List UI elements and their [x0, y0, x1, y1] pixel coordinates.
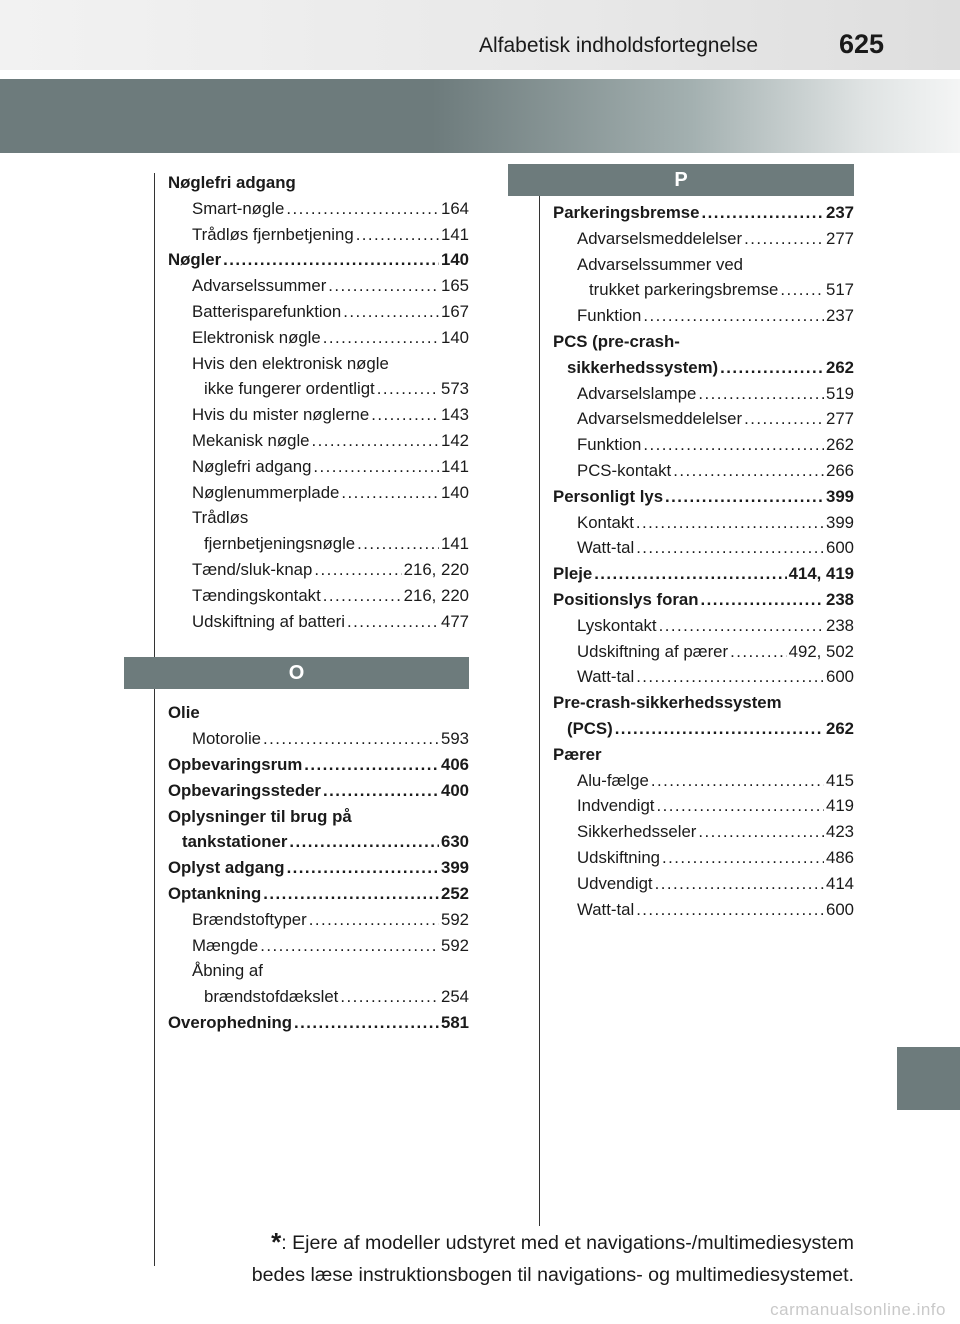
index-entry	[553, 458, 854, 484]
index-entry	[553, 845, 854, 871]
entry-label: Olie	[168, 703, 200, 723]
dot-leader	[289, 829, 439, 855]
entry-label: Funktion	[577, 306, 642, 326]
dot-leader	[323, 583, 402, 609]
entry-page-number: 593	[441, 729, 469, 749]
entry-page-number: 262	[826, 435, 854, 455]
index-entry	[553, 690, 854, 716]
dot-leader	[662, 845, 824, 871]
dot-leader	[659, 613, 824, 639]
entry-page-number: 573	[441, 379, 469, 399]
entry-page-number: 167	[441, 301, 469, 321]
entry-label: Smart-nøgle	[192, 198, 285, 218]
entry-label: Optankning	[168, 883, 262, 903]
entry-page-number: 486	[826, 847, 854, 867]
entry-label: Sikkerhedsseler	[577, 822, 697, 842]
section-letter-p: P	[508, 164, 854, 196]
entry-page-number: 262	[826, 357, 854, 377]
index-entry	[553, 793, 854, 819]
index-entry	[553, 768, 854, 794]
dot-leader	[287, 855, 439, 881]
entry-page-number: 237	[826, 306, 854, 326]
index-entry	[168, 855, 469, 881]
entry-page-number: 600	[826, 667, 854, 687]
dot-leader	[643, 432, 824, 458]
index-entry	[168, 804, 469, 830]
dot-leader	[347, 609, 439, 635]
index-entry	[168, 454, 469, 480]
dot-leader	[730, 639, 787, 665]
entry-page-number: 399	[826, 512, 854, 532]
index-entry	[553, 329, 854, 355]
index-entry	[168, 881, 469, 907]
dot-leader	[698, 381, 824, 407]
entry-label: Nøglenummerplade	[192, 482, 340, 502]
dot-leader	[655, 871, 824, 897]
entry-page-number: 399	[826, 486, 854, 506]
entry-page-number: 266	[826, 460, 854, 480]
entry-label: (PCS)	[567, 718, 613, 738]
entry-label: Tænd/sluk-knap	[192, 559, 313, 579]
dot-leader	[720, 355, 824, 381]
dot-leader	[636, 664, 824, 690]
entry-page-number: 423	[826, 822, 854, 842]
index-entry	[168, 907, 469, 933]
dot-leader	[263, 726, 439, 752]
index-entry	[168, 700, 469, 726]
entry-label: Advarselssummer ved	[577, 254, 744, 274]
entry-page-number: 406	[441, 754, 469, 774]
entry-page-number: 277	[826, 228, 854, 248]
entry-label: Advarselsmeddelelser	[577, 228, 743, 248]
entry-label: Advarselssummer	[192, 276, 327, 296]
index-entry	[168, 222, 469, 248]
entry-page-number: 630	[441, 832, 469, 852]
entry-label: Brændstoftyper	[192, 909, 307, 929]
entry-label: Udskiftning af pærer	[577, 641, 729, 661]
footnote-line-2: bedes læse instruktionsbogen til navigations- og multimediesystemet.	[251, 1264, 854, 1286]
entry-label: Lyskontakt	[577, 615, 657, 635]
page-number: 625	[838, 29, 884, 59]
entry-label: PCS (pre-crash-	[553, 331, 680, 351]
index-column-right	[553, 200, 854, 922]
entry-label: PCS-kontakt	[577, 460, 672, 480]
entry-label: Advarselslampe	[577, 383, 697, 403]
dot-leader	[643, 303, 824, 329]
index-entry	[553, 226, 854, 252]
chapter-side-tab	[897, 1047, 960, 1110]
entry-label: Watt-tal	[577, 667, 635, 687]
entry-label: Pleje	[553, 564, 593, 584]
index-entry	[553, 432, 854, 458]
entry-label: Pre-crash-sikkerhedssystem	[553, 693, 782, 713]
entry-label: Åbning af	[192, 961, 263, 981]
entry-page-number: 143	[441, 405, 469, 425]
entry-label: Parkeringsbremse	[553, 203, 700, 222]
dot-leader	[665, 484, 824, 510]
entry-label: Nøgler	[168, 250, 222, 270]
entry-page-number: 216, 220	[403, 585, 469, 605]
entry-page-number: 477	[441, 611, 469, 631]
entry-label: Advarselsmeddelelser	[577, 409, 743, 429]
entry-page-number: 141	[441, 224, 469, 244]
entry-label: Elektronisk nøgle	[192, 327, 321, 347]
index-entry	[168, 273, 469, 299]
entry-label: Nøglefri adgang	[168, 173, 296, 192]
entry-label: Overophedning	[168, 1012, 292, 1032]
entry-page-number: 216, 220	[403, 559, 469, 579]
entry-page-number: 414, 419	[788, 564, 854, 584]
index-entry	[553, 716, 854, 742]
dot-leader	[377, 376, 439, 402]
dot-leader	[744, 226, 824, 252]
entry-page-number: 517	[826, 280, 854, 300]
entry-label: Nøglefri adgang	[192, 456, 312, 476]
index-entry	[168, 1010, 469, 1036]
index-entry	[553, 484, 854, 510]
entry-label: Trådløs fjernbetjening	[192, 224, 354, 244]
dot-leader	[340, 984, 439, 1010]
entry-label: Positionslys foran	[553, 589, 699, 609]
index-entry	[168, 402, 469, 428]
index-entry	[168, 778, 469, 804]
index-entry	[553, 613, 854, 639]
index-entry	[553, 897, 854, 923]
dot-leader	[744, 406, 824, 432]
entry-page-number: 142	[441, 430, 469, 450]
index-entry	[553, 535, 854, 561]
index-entry	[168, 505, 469, 531]
dot-leader	[323, 325, 439, 351]
entry-page-number: 238	[826, 615, 854, 635]
entry-page-number: 519	[826, 383, 854, 403]
dot-leader	[286, 196, 439, 222]
entry-page-number: 238	[826, 589, 854, 609]
entry-page-number: 592	[441, 935, 469, 955]
entry-label: Oplysninger til brug på	[168, 806, 352, 826]
dot-leader	[314, 557, 401, 583]
entry-label: Udskiftning	[577, 847, 661, 867]
entry-label: Udskiftning af batteri	[192, 611, 345, 631]
entry-page-number: 600	[826, 538, 854, 558]
entry-label: Watt-tal	[577, 899, 635, 919]
index-entry	[168, 325, 469, 351]
footnote	[150, 1226, 854, 1291]
index-entry	[168, 170, 469, 196]
entry-page-number: 164	[441, 198, 469, 218]
dot-leader	[615, 716, 824, 742]
dot-leader	[312, 428, 439, 454]
entry-label: tankstationer	[182, 832, 288, 852]
entry-label: Personligt lys	[553, 486, 664, 506]
index-entry	[168, 933, 469, 959]
index-entry	[168, 299, 469, 325]
entry-page-number: 254	[441, 987, 469, 1007]
entry-page-number: 262	[826, 718, 854, 738]
entry-label: Tændingskontakt	[192, 585, 321, 605]
entry-label: Opbevaringssteder	[168, 780, 321, 800]
entry-label: Opbevaringsrum	[168, 754, 303, 774]
index-entry	[168, 531, 469, 557]
index-entry	[553, 200, 854, 226]
index-entry	[168, 428, 469, 454]
header-title: Alfabetisk indholdsfortegnelse	[478, 34, 758, 57]
dot-leader	[356, 222, 439, 248]
entry-page-number: 400	[441, 780, 469, 800]
entry-label: Alu-fælge	[577, 770, 649, 790]
middle-column-divider	[539, 196, 540, 1226]
entry-label: Hvis den elektronisk nøgle	[192, 353, 389, 373]
index-entry	[553, 381, 854, 407]
entry-label: Funktion	[577, 435, 642, 455]
entry-label: Mekanisk nøgle	[192, 430, 310, 450]
entry-label: trukket parkeringsbremse	[589, 280, 779, 300]
entry-page-number: 600	[826, 899, 854, 919]
index-entry	[553, 664, 854, 690]
dot-leader	[698, 819, 824, 845]
section-n-entries	[168, 170, 469, 634]
dot-leader	[313, 454, 439, 480]
entry-page-number: 141	[441, 456, 469, 476]
index-entry	[168, 609, 469, 635]
index-entry	[553, 639, 854, 665]
dot-leader	[701, 200, 824, 226]
index-entry	[553, 819, 854, 845]
entry-page-number: 419	[826, 796, 854, 816]
entry-page-number: 581	[441, 1012, 469, 1032]
entry-page-number: 592	[441, 909, 469, 929]
entry-label: Oplyst adgang	[168, 858, 285, 878]
index-entry	[168, 752, 469, 778]
entry-page-number: 415	[826, 770, 854, 790]
index-entry	[553, 355, 854, 381]
dot-leader	[223, 247, 439, 273]
index-entry	[553, 871, 854, 897]
dot-leader	[294, 1010, 439, 1036]
entry-page-number: 237	[826, 203, 854, 222]
entry-label: Trådløs	[192, 508, 249, 528]
dot-leader	[309, 907, 439, 933]
entry-label: Hvis du mister nøglerne	[192, 405, 370, 425]
dot-leader	[328, 273, 439, 299]
dot-leader	[656, 793, 824, 819]
entry-label: Pærer	[553, 744, 602, 764]
index-entry	[168, 958, 469, 984]
entry-page-number: 492, 502	[788, 641, 854, 661]
entry-page-number: 165	[441, 276, 469, 296]
entry-page-number: 140	[441, 327, 469, 347]
index-entry	[168, 984, 469, 1010]
footnote-line-1: : Ejere af modeller udstyret med et navigations-/multimediesystem	[281, 1232, 854, 1254]
dot-leader	[700, 587, 824, 613]
entry-page-number: 252	[441, 883, 469, 903]
index-entry	[168, 351, 469, 377]
index-entry	[553, 587, 854, 613]
dot-leader	[357, 531, 439, 557]
dot-leader	[780, 277, 824, 303]
entry-label: ikke fungerer ordentligt	[204, 379, 375, 399]
watermark: carmanualsonline.info	[770, 1300, 946, 1319]
dot-leader	[260, 933, 439, 959]
section-o-entries	[168, 700, 469, 1035]
dot-leader	[343, 299, 439, 325]
entry-page-number: 140	[441, 250, 469, 270]
dot-leader	[323, 778, 439, 804]
dot-leader	[636, 535, 824, 561]
index-entry	[168, 829, 469, 855]
index-entry	[168, 583, 469, 609]
dot-leader	[673, 458, 824, 484]
dot-leader	[304, 752, 439, 778]
entry-label: Udvendigt	[577, 873, 653, 893]
index-entry	[553, 561, 854, 587]
entry-label: fjernbetjeningsnøgle	[204, 534, 356, 554]
entry-label: Kontakt	[577, 512, 634, 532]
entry-page-number: 414	[826, 873, 854, 893]
entry-label: brændstofdækslet	[204, 987, 339, 1007]
index-entry	[168, 247, 469, 273]
dot-leader	[371, 402, 439, 428]
entry-page-number: 399	[441, 858, 469, 878]
index-entry	[168, 557, 469, 583]
entry-page-number: 277	[826, 409, 854, 429]
entry-label: Batterisparefunktion	[192, 301, 342, 321]
entry-page-number: 140	[441, 482, 469, 502]
index-column-left	[168, 170, 469, 1036]
section-letter-o: O	[124, 657, 469, 689]
index-entry	[553, 510, 854, 536]
dot-leader	[594, 561, 786, 587]
index-entry	[553, 277, 854, 303]
entry-label: Watt-tal	[577, 538, 635, 558]
section-p-entries	[553, 200, 854, 922]
left-column-divider	[154, 173, 155, 1266]
index-entry	[168, 196, 469, 222]
entry-label: Mængde	[192, 935, 259, 955]
footnote-marker: *	[271, 1227, 282, 1257]
index-entry	[553, 742, 854, 768]
index-entry	[168, 376, 469, 402]
entry-label: sikkerhedssystem)	[567, 357, 719, 377]
index-entry	[168, 726, 469, 752]
index-entry	[553, 303, 854, 329]
entry-label: Indvendigt	[577, 796, 655, 816]
decorative-gradient-bar	[0, 79, 960, 153]
entry-label: Motorolie	[192, 729, 262, 749]
dot-leader	[263, 881, 439, 907]
entry-page-number: 141	[441, 534, 469, 554]
dot-leader	[341, 480, 439, 506]
dot-leader	[651, 768, 824, 794]
dot-leader	[636, 510, 824, 536]
index-entry	[553, 406, 854, 432]
index-entry	[553, 252, 854, 278]
index-entry	[168, 480, 469, 506]
dot-leader	[636, 897, 824, 923]
